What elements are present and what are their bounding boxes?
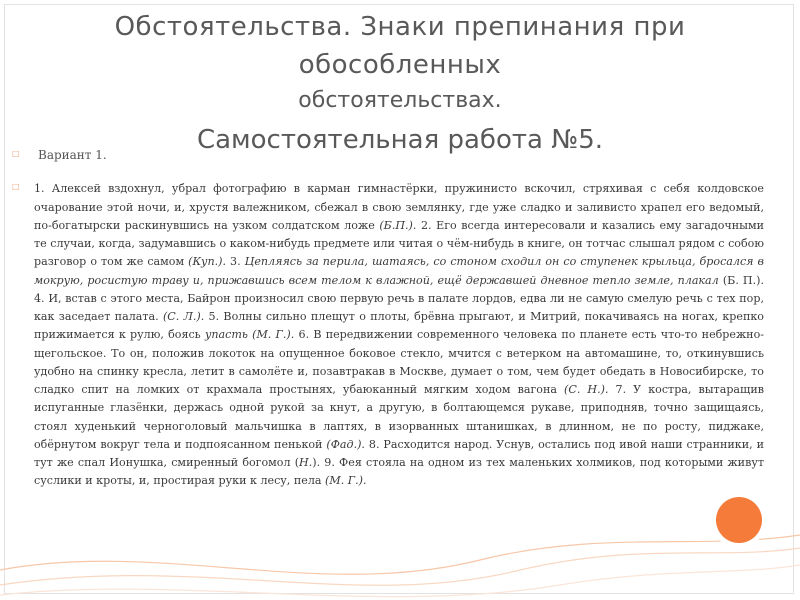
author-citation: Н xyxy=(299,456,309,469)
text-segment: 3. xyxy=(226,255,245,269)
exercise-paragraph xyxy=(34,180,764,490)
text-segment: 5. Волны сильно плещут о плоты, брёвна прыгают, и Митрий, покачиваясь на ногах, крепко прижимается к рулю, боясь xyxy=(34,310,764,342)
text-segment: .). 9. Фея стояла на одном из тех маленьких холмиков, под которыми живут суслики и кроты, и, простирая руки к лесу, пела xyxy=(34,456,764,488)
text-segment: 8. Расходится народ. Уснув, остались под ивой наши странники, и тут же спал Ионушка, смиренный богомол ( xyxy=(34,437,764,469)
title-line-1: Обстоятельства. Знаки препинания при обособленных xyxy=(114,12,686,80)
slide-title xyxy=(20,8,780,158)
author-citation: (Куп.). xyxy=(188,255,226,269)
text-segment: 2. Его всегда интересовали и казались ему загадочными те случаи, когда, задумавшись о каком-нибудь предмете или читая о чём-нибудь в книге, он тотчас слышал рядом с собою разговор о том же самом xyxy=(34,218,764,269)
text-segment: 6. В передвижении современного человека по планете есть что-то небрежно-щегольское. То он, положив локоток на опущенное боковое стекло, мчится с ветерком на автомашине, то, откинувшись удобно на спинку кресла, летит в самолёте и, позавтракав в Москве, думает о том, чем будет обедать в Новосибирске, то сладко спит на ломких от крахмала простынях, убаюканный мягким ходом вагона xyxy=(34,328,765,396)
wave-line xyxy=(0,565,800,597)
text-segment: (Б. П.). 4. И, встав с этого места, Байрон произносил свою первую речь в палате лордов, едва ли не самую смелую речь с тех пор, как заседает палата. xyxy=(34,273,764,323)
bullet-icon: □ xyxy=(12,182,20,191)
author-citation: упасть (М. Г.). xyxy=(204,328,295,342)
decorative-waves xyxy=(0,530,800,600)
wave-line xyxy=(0,548,800,585)
slide-body xyxy=(34,146,764,491)
decorative-orange-circle xyxy=(716,497,762,543)
author-citation: (Б.П.). xyxy=(379,218,417,232)
text-segment: 1. Алексей вздохнул, убрал фотографию в карман гимнастёрки, пружинисто вскочил, стряхивая с себя колдовское очарование этой ночи, и, хрустя валежником, сбежал в свою землянку, где уже сладко и заливисто храпел его ведомый, по-богатырски раскинувшись на узком солдатском ложе xyxy=(34,182,764,232)
italic-sentence: Цепляясь за перила, шатаясь, со стоном сходил он со ступенек крыльца, бросался в мокрую, росистую траву и, прижавшись всем телом к влажной, ещё державшей дневное тепло земле, плакал xyxy=(34,255,765,287)
author-citation: (М. Г.) xyxy=(325,474,363,488)
bullet-icon: □ xyxy=(12,149,20,158)
text-segment: . xyxy=(362,474,367,488)
author-citation: (С. Л.). xyxy=(162,310,205,323)
text-segment: 7. У костра, вытаращив испуганные глазёнки, держась одной рукой за кнут, а другую, в болтающемся рукаве, приподняв, точно защищаясь, стоял худенький черноголовый мальчишка в лаптях, в изорванных штанишках, в длинном, не по росту, пиджаке, обёрнутом вокруг тела и подпоясанном пенькой xyxy=(34,383,764,451)
title-line-3: Самостоятельная работа №5. xyxy=(196,125,604,155)
wave-line xyxy=(0,535,800,574)
variant-label: Вариант 1. xyxy=(38,148,107,162)
title-line-2: обстоятельствах. xyxy=(298,88,502,113)
author-citation: (С. Н.). xyxy=(564,383,609,396)
author-citation: (Фад.). xyxy=(326,437,365,451)
